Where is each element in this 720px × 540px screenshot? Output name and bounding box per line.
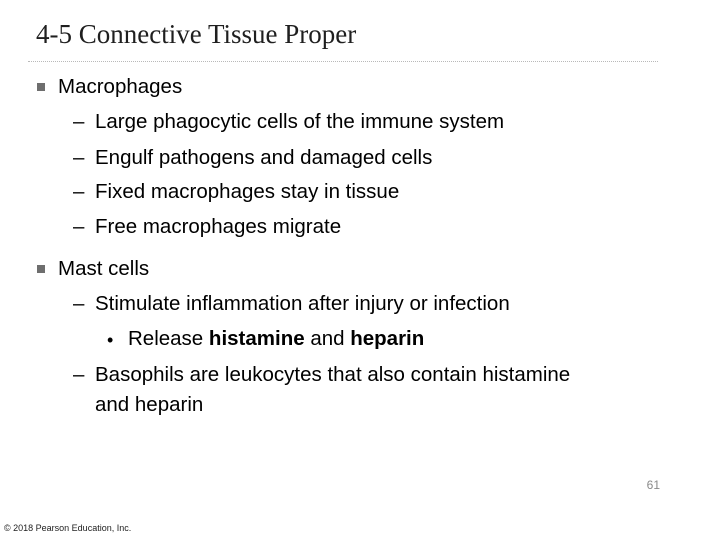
dash-bullet-icon: – <box>73 110 85 133</box>
slide-title: 4-5 Connective Tissue Proper <box>36 19 357 49</box>
list-item-continuation: and heparin <box>95 393 204 416</box>
sub-item-text: Release <box>128 327 209 350</box>
sub-item-bold-histamine: histamine <box>208 327 305 350</box>
dash-bullet-icon: – <box>73 215 85 238</box>
sub-item-text: and <box>304 327 351 350</box>
dash-bullet-icon: – <box>73 146 85 169</box>
dot-bullet-icon: • <box>107 330 114 350</box>
title-divider <box>28 61 658 62</box>
square-bullet-icon <box>37 265 45 273</box>
dash-bullet-icon: – <box>73 363 85 386</box>
list-item: Stimulate inflammation after injury or infection <box>95 292 510 315</box>
list-item: Basophils are leukocytes that also contain histamine <box>95 363 571 386</box>
copyright-notice: © 2018 Pearson Education, Inc. <box>4 523 132 533</box>
list-item: Fixed macrophages stay in tissue <box>95 180 400 203</box>
dash-bullet-icon: – <box>73 292 85 315</box>
bullet-heading-macrophages: Macrophages <box>58 75 183 98</box>
list-item: Engulf pathogens and damaged cells <box>95 146 433 169</box>
list-item: Large phagocytic cells of the immune system <box>95 110 505 133</box>
sub-item-bold-heparin: heparin <box>350 327 425 350</box>
square-bullet-icon <box>37 83 45 91</box>
bullet-heading-mast-cells: Mast cells <box>58 257 150 280</box>
page-number: 61 <box>646 478 660 492</box>
sub-list-item <box>128 327 424 351</box>
list-item: Free macrophages migrate <box>95 215 342 238</box>
dash-bullet-icon: – <box>73 180 85 203</box>
